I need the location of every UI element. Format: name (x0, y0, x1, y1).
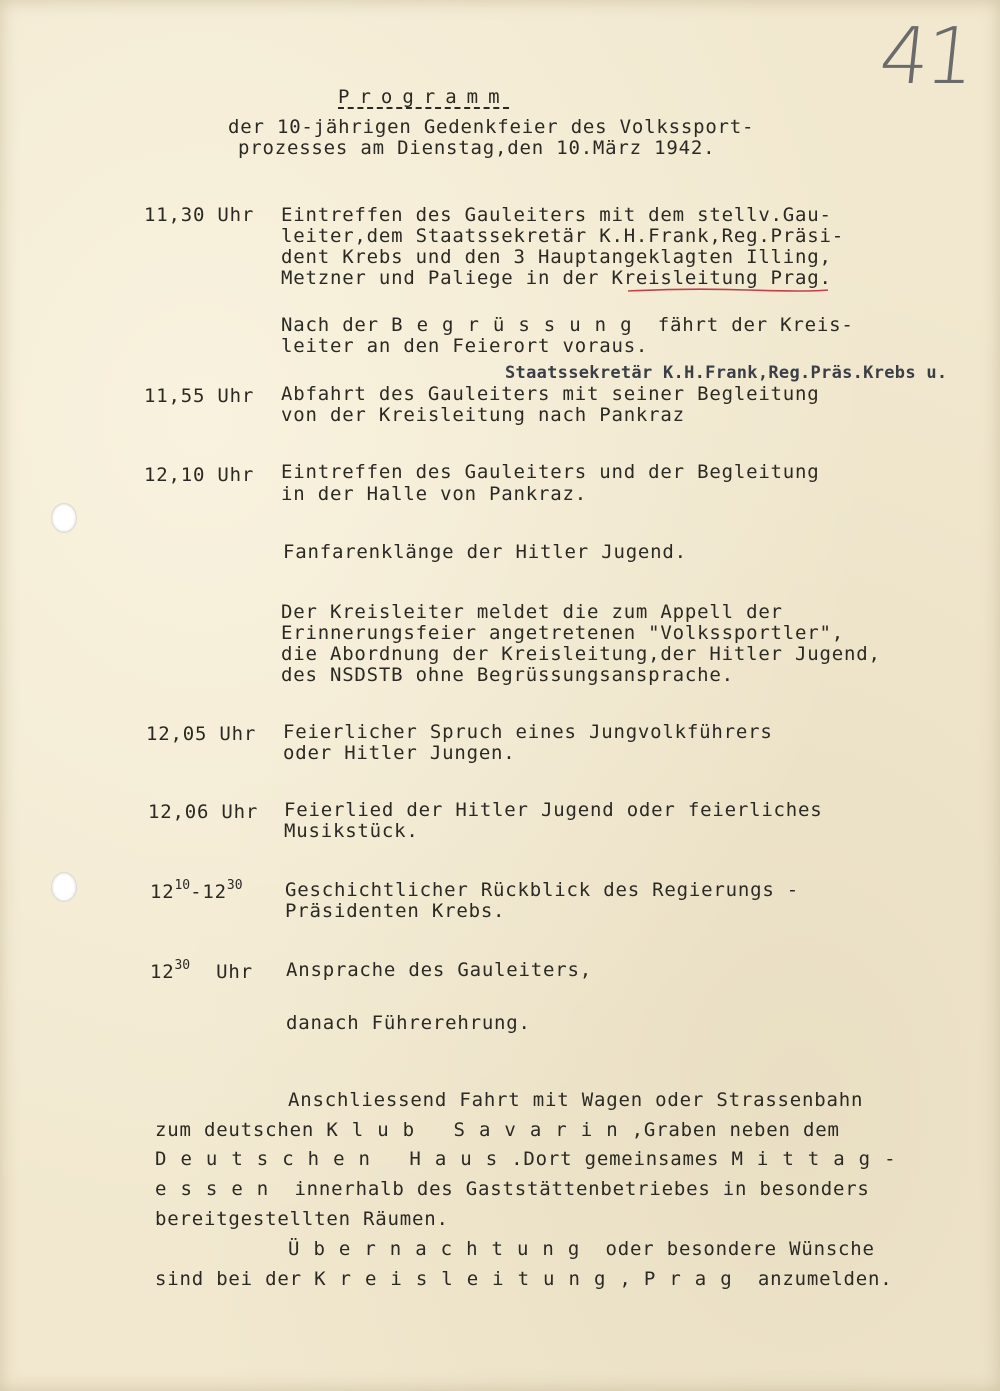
spaced-word: Begrüssung (391, 314, 646, 336)
schedule-text-line: von der Kreisleitung nach Pankraz (281, 404, 685, 426)
schedule-text-line: Eintreffen des Gauleiters mit dem stellv.Gau- (281, 204, 832, 226)
spaced-word: Mittag- (731, 1148, 910, 1170)
closing-text: sind bei der (155, 1268, 315, 1290)
faehrt-phrase: fährt der Kreis- (645, 314, 854, 336)
handwritten-page-number: 41 (875, 12, 976, 102)
schedule-time: 12,05 Uhr (146, 723, 257, 745)
closing-text: innerhalb des Gaststättenbetriebes in besonders (282, 1178, 870, 1200)
schedule-text-line: leiter,dem Staatssekretär K.H.Frank,Reg.Präsi- (281, 225, 844, 247)
punch-hole (51, 872, 77, 902)
schedule-time: 12,06 Uhr (148, 801, 259, 823)
spaced-word: essen (155, 1178, 283, 1200)
closing-text: anzumelden. (745, 1268, 893, 1290)
schedule-text-line: Fanfarenklänge der Hitler Jugend. (283, 541, 687, 563)
time-minute: 10 (174, 878, 191, 893)
schedule-text-line: Abfahrt des Gauleiters mit seiner Begleitung (281, 383, 820, 405)
punch-hole (51, 503, 77, 533)
spaced-word: Deutschen Haus (155, 1148, 512, 1170)
schedule-time-range (150, 878, 243, 906)
schedule-text-line: oder Hitler Jungen. (283, 742, 516, 764)
title-line-1: der 10-jährigen Gedenkfeier des Volkssport- (228, 116, 755, 138)
schedule-text-line: Erinnerungsfeier angetretenen "Volkssportler", (281, 622, 844, 644)
spaced-word: Prag (643, 1268, 746, 1290)
schedule-text-line: Ansprache des Gauleiters, (286, 959, 592, 981)
schedule-time (150, 958, 253, 986)
red-pencil-underline (628, 288, 828, 293)
time-minute: 30 (226, 878, 243, 893)
schedule-text-line: in der Halle von Pankraz. (281, 483, 587, 505)
spaced-word: Übernachtung (288, 1238, 594, 1260)
time-hour: 12 (150, 961, 175, 983)
stamped-insert: Staatssekretär K.H.Frank,Reg.Präs.Krebs u. (505, 363, 948, 383)
closing-text: zum deutschen (155, 1119, 327, 1141)
schedule-text-line (281, 314, 854, 336)
closing-text: ,Graben neben dem (631, 1119, 840, 1141)
schedule-text-line: Metzner und Paliege in der Kreisleitung Prag. (281, 267, 832, 289)
schedule-text-line: Der Kreisleiter meldet die zum Appell der (281, 601, 783, 623)
schedule-text-line: Präsidenten Krebs. (285, 900, 506, 922)
schedule-text-line: Eintreffen des Gauleiters und der Begleitung (281, 461, 820, 483)
document-heading: Programm (338, 86, 510, 108)
closing-line (155, 1119, 840, 1141)
schedule-time: 12,10 Uhr (144, 464, 255, 486)
spaced-word: Klub Savarin (326, 1119, 632, 1141)
closing-line: bereitgestellten Räumen. (155, 1208, 449, 1230)
schedule-text-line: Geschichtlicher Rückblick des Regierungs - (285, 879, 800, 901)
closing-line (155, 1178, 870, 1200)
closing-line (155, 1148, 910, 1170)
closing-line (155, 1268, 893, 1290)
begruessung-phrase: Nach der (281, 314, 392, 336)
time-hour: 12 (150, 881, 175, 903)
schedule-text-line: dent Krebs und den 3 Hauptangeklagten Illing, (281, 246, 832, 268)
closing-line (288, 1238, 875, 1260)
schedule-text-line: Feierlied der Hitler Jugend oder feierliches (284, 799, 823, 821)
closing-text: , (619, 1268, 644, 1290)
spaced-word: Kreisleitung (314, 1268, 620, 1290)
time-separator: - (190, 881, 203, 903)
schedule-text-line: Feierlicher Spruch eines Jungvolkführers (283, 721, 773, 743)
schedule-time: 11,55 Uhr (144, 385, 255, 407)
schedule-text-line: des NSDSTB ohne Begrüssungsansprache. (281, 664, 734, 686)
closing-text: oder besondere Wünsche (593, 1238, 875, 1260)
schedule-text-line: leiter an den Feierort voraus. (281, 335, 649, 357)
time-unit: Uhr (216, 961, 253, 983)
schedule-text-line: die Abordnung der Kreisleitung,der Hitler Jugend, (281, 643, 881, 665)
time-minute: 30 (174, 958, 191, 973)
time-hour: 12 (202, 881, 227, 903)
title-line-2: prozesses am Dienstag,den 10.März 1942. (238, 137, 716, 159)
closing-text: .Dort gemeinsames (511, 1148, 732, 1170)
closing-line: Anschliessend Fahrt mit Wagen oder Strassenbahn (288, 1089, 864, 1111)
schedule-text-line: Musikstück. (284, 820, 419, 842)
schedule-time: 11,30 Uhr (144, 204, 255, 226)
schedule-text-line: danach Führerehrung. (286, 1012, 531, 1034)
